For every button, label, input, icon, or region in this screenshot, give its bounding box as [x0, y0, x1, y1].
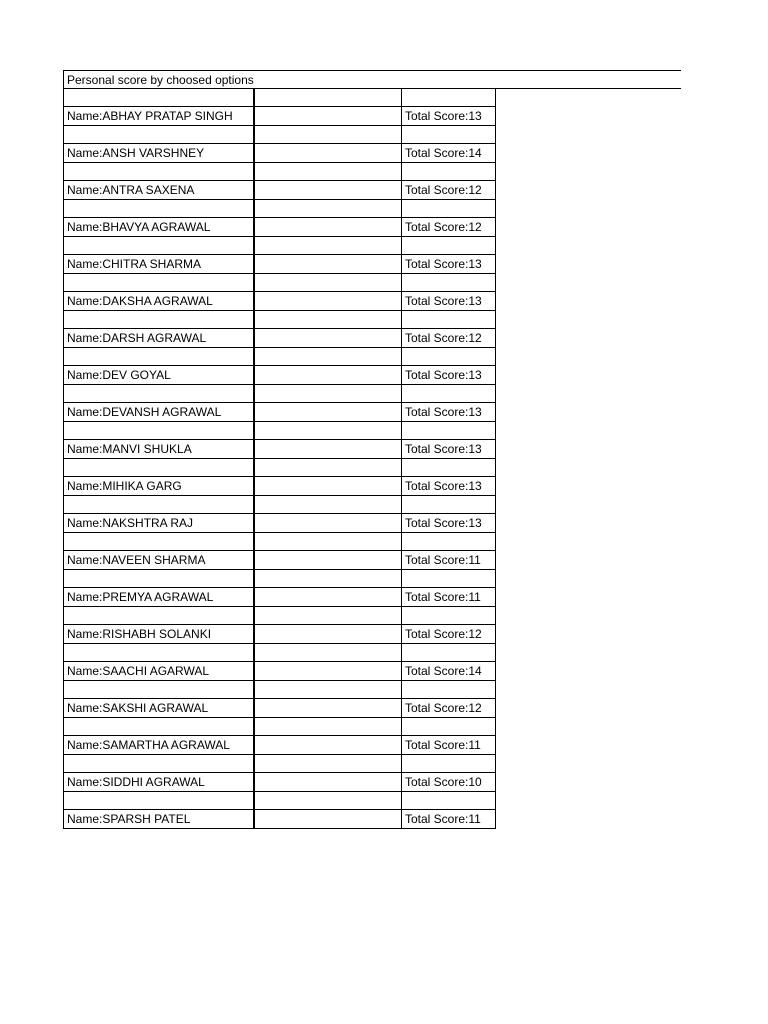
- empty-cell[interactable]: [64, 755, 255, 773]
- empty-row: [64, 496, 496, 514]
- name-cell[interactable]: Name:BHAVYA AGRAWAL: [64, 218, 255, 237]
- name-cell[interactable]: Name:SIDDHI AGRAWAL: [64, 773, 255, 792]
- empty-cell[interactable]: [254, 422, 402, 440]
- name-cell[interactable]: Name:RISHABH SOLANKI: [64, 625, 255, 644]
- empty-row: [64, 163, 496, 181]
- empty-cell[interactable]: [254, 755, 402, 773]
- empty-cell[interactable]: [64, 681, 255, 699]
- score-cell[interactable]: Total Score:13: [402, 107, 496, 126]
- score-sheet: [63, 70, 681, 829]
- name-cell[interactable]: Name:SAKSHI AGRAWAL: [64, 699, 255, 718]
- empty-cell[interactable]: [254, 366, 402, 385]
- empty-cell[interactable]: [64, 274, 255, 292]
- score-cell[interactable]: Total Score:12: [402, 699, 496, 718]
- table-row: [64, 662, 496, 681]
- empty-cell[interactable]: [402, 718, 496, 736]
- name-cell[interactable]: Name:SAACHI AGARWAL: [64, 662, 255, 681]
- empty-cell[interactable]: [402, 496, 496, 514]
- empty-row: [64, 718, 496, 736]
- empty-cell[interactable]: [402, 607, 496, 625]
- empty-cell[interactable]: [402, 570, 496, 588]
- empty-cell[interactable]: [254, 736, 402, 755]
- empty-cell[interactable]: [402, 237, 496, 255]
- empty-cell[interactable]: [254, 292, 402, 311]
- empty-cell[interactable]: [254, 810, 402, 829]
- empty-cell[interactable]: [254, 274, 402, 292]
- empty-cell[interactable]: [254, 681, 402, 699]
- table-row: [64, 440, 496, 459]
- name-cell[interactable]: Name:SAMARTHA AGRAWAL: [64, 736, 255, 755]
- score-table: [63, 88, 496, 829]
- empty-cell[interactable]: [64, 607, 255, 625]
- table-row: [64, 810, 496, 829]
- name-cell[interactable]: Name:NAVEEN SHARMA: [64, 551, 255, 570]
- empty-cell[interactable]: [254, 496, 402, 514]
- empty-cell[interactable]: [254, 200, 402, 218]
- score-cell[interactable]: Total Score:11: [402, 551, 496, 570]
- title-row: [63, 70, 681, 89]
- empty-cell[interactable]: [254, 348, 402, 366]
- empty-cell[interactable]: [64, 237, 255, 255]
- empty-cell[interactable]: [254, 662, 402, 681]
- empty-cell[interactable]: [402, 422, 496, 440]
- empty-cell[interactable]: [402, 385, 496, 403]
- score-cell[interactable]: Total Score:10: [402, 773, 496, 792]
- empty-cell[interactable]: [64, 163, 255, 181]
- empty-cell[interactable]: [402, 126, 496, 144]
- name-cell[interactable]: Name:DARSH AGRAWAL: [64, 329, 255, 348]
- empty-row: [64, 792, 496, 810]
- empty-cell[interactable]: [64, 311, 255, 329]
- empty-cell[interactable]: [254, 551, 402, 570]
- name-cell[interactable]: Name:ANSH VARSHNEY: [64, 144, 255, 163]
- empty-cell[interactable]: [254, 607, 402, 625]
- empty-row: [64, 237, 496, 255]
- empty-cell[interactable]: [402, 533, 496, 551]
- empty-cell[interactable]: [254, 459, 402, 477]
- empty-cell[interactable]: [64, 533, 255, 551]
- empty-cell[interactable]: [402, 311, 496, 329]
- empty-cell[interactable]: [254, 385, 402, 403]
- table-row: [64, 551, 496, 570]
- empty-cell[interactable]: [254, 255, 402, 274]
- empty-row: [64, 533, 496, 551]
- table-row: [64, 255, 496, 274]
- empty-cell[interactable]: [254, 144, 402, 163]
- table-row: [64, 107, 496, 126]
- empty-cell[interactable]: [254, 163, 402, 181]
- empty-cell[interactable]: [64, 459, 255, 477]
- score-cell[interactable]: Total Score:12: [402, 181, 496, 200]
- name-cell[interactable]: Name:MANVI SHUKLA: [64, 440, 255, 459]
- score-table-body: [64, 89, 496, 829]
- empty-cell[interactable]: [254, 533, 402, 551]
- sheet-title: Personal score by choosed options: [67, 73, 254, 87]
- table-row: [64, 329, 496, 348]
- name-cell[interactable]: Name:NAKSHTRA RAJ: [64, 514, 255, 533]
- empty-row: [64, 311, 496, 329]
- empty-cell[interactable]: [254, 440, 402, 459]
- empty-cell[interactable]: [402, 792, 496, 810]
- name-cell[interactable]: Name:ABHAY PRATAP SINGH: [64, 107, 255, 126]
- table-row: [64, 514, 496, 533]
- empty-row: [64, 348, 496, 366]
- empty-cell[interactable]: [64, 89, 255, 107]
- name-cell[interactable]: Name:CHITRA SHARMA: [64, 255, 255, 274]
- score-cell[interactable]: Total Score:13: [402, 477, 496, 496]
- name-cell[interactable]: Name:DEV GOYAL: [64, 366, 255, 385]
- table-row: [64, 181, 496, 200]
- empty-cell[interactable]: [254, 477, 402, 496]
- empty-cell[interactable]: [254, 773, 402, 792]
- name-cell[interactable]: Name:MIHIKA GARG: [64, 477, 255, 496]
- empty-cell[interactable]: [254, 644, 402, 662]
- empty-cell[interactable]: [402, 274, 496, 292]
- empty-row: [64, 459, 496, 477]
- name-cell[interactable]: Name:DEVANSH AGRAWAL: [64, 403, 255, 422]
- empty-cell[interactable]: [254, 625, 402, 644]
- empty-cell[interactable]: [254, 699, 402, 718]
- score-cell[interactable]: Total Score:13: [402, 292, 496, 311]
- empty-cell[interactable]: [254, 218, 402, 237]
- empty-cell[interactable]: [64, 792, 255, 810]
- table-row: [64, 477, 496, 496]
- empty-cell[interactable]: [402, 348, 496, 366]
- empty-cell[interactable]: [64, 200, 255, 218]
- empty-cell[interactable]: [254, 588, 402, 607]
- table-row: [64, 773, 496, 792]
- name-cell[interactable]: Name:SPARSH PATEL: [64, 810, 255, 829]
- empty-cell[interactable]: [254, 89, 402, 107]
- empty-cell[interactable]: [64, 496, 255, 514]
- table-row: [64, 144, 496, 163]
- empty-cell[interactable]: [64, 126, 255, 144]
- empty-cell[interactable]: [402, 755, 496, 773]
- empty-cell[interactable]: [254, 570, 402, 588]
- empty-row: [64, 755, 496, 773]
- empty-row: [64, 570, 496, 588]
- empty-row: [64, 422, 496, 440]
- empty-cell[interactable]: [254, 126, 402, 144]
- score-cell[interactable]: Total Score:13: [402, 440, 496, 459]
- name-cell[interactable]: Name:PREMYA AGRAWAL: [64, 588, 255, 607]
- table-row: [64, 366, 496, 385]
- empty-row: [64, 200, 496, 218]
- score-cell[interactable]: Total Score:13: [402, 255, 496, 274]
- empty-row: [64, 681, 496, 699]
- empty-cell[interactable]: [402, 681, 496, 699]
- score-cell[interactable]: Total Score:13: [402, 514, 496, 533]
- score-cell[interactable]: Total Score:11: [402, 736, 496, 755]
- empty-cell[interactable]: [402, 644, 496, 662]
- table-row: [64, 218, 496, 237]
- name-cell[interactable]: Name:DAKSHA AGRAWAL: [64, 292, 255, 311]
- score-cell[interactable]: Total Score:14: [402, 662, 496, 681]
- empty-cell[interactable]: [64, 570, 255, 588]
- name-cell[interactable]: Name:ANTRA SAXENA: [64, 181, 255, 200]
- empty-cell[interactable]: [64, 385, 255, 403]
- empty-cell[interactable]: [254, 329, 402, 348]
- empty-cell[interactable]: [64, 348, 255, 366]
- empty-cell[interactable]: [254, 718, 402, 736]
- empty-cell[interactable]: [254, 107, 402, 126]
- score-cell[interactable]: Total Score:12: [402, 218, 496, 237]
- empty-cell[interactable]: [64, 644, 255, 662]
- score-cell[interactable]: Total Score:14: [402, 144, 496, 163]
- table-row: [64, 292, 496, 311]
- score-cell[interactable]: Total Score:13: [402, 366, 496, 385]
- table-row: [64, 588, 496, 607]
- table-row: [64, 699, 496, 718]
- empty-cell[interactable]: [254, 514, 402, 533]
- empty-cell[interactable]: [64, 422, 255, 440]
- score-cell[interactable]: Total Score:11: [402, 810, 496, 829]
- empty-cell[interactable]: [254, 181, 402, 200]
- empty-row: [64, 89, 496, 107]
- score-cell[interactable]: Total Score:12: [402, 625, 496, 644]
- empty-cell[interactable]: [402, 163, 496, 181]
- empty-row: [64, 385, 496, 403]
- table-row: [64, 736, 496, 755]
- empty-cell[interactable]: [254, 792, 402, 810]
- empty-row: [64, 274, 496, 292]
- empty-row: [64, 607, 496, 625]
- empty-cell[interactable]: [64, 718, 255, 736]
- empty-row: [64, 126, 496, 144]
- table-row: [64, 625, 496, 644]
- table-row: [64, 403, 496, 422]
- empty-cell[interactable]: [254, 403, 402, 422]
- score-cell[interactable]: Total Score:13: [402, 403, 496, 422]
- empty-row: [64, 644, 496, 662]
- empty-cell[interactable]: [254, 311, 402, 329]
- score-cell[interactable]: Total Score:11: [402, 588, 496, 607]
- empty-cell[interactable]: [402, 200, 496, 218]
- score-cell[interactable]: Total Score:12: [402, 329, 496, 348]
- empty-cell[interactable]: [402, 459, 496, 477]
- empty-cell[interactable]: [402, 89, 496, 107]
- empty-cell[interactable]: [254, 237, 402, 255]
